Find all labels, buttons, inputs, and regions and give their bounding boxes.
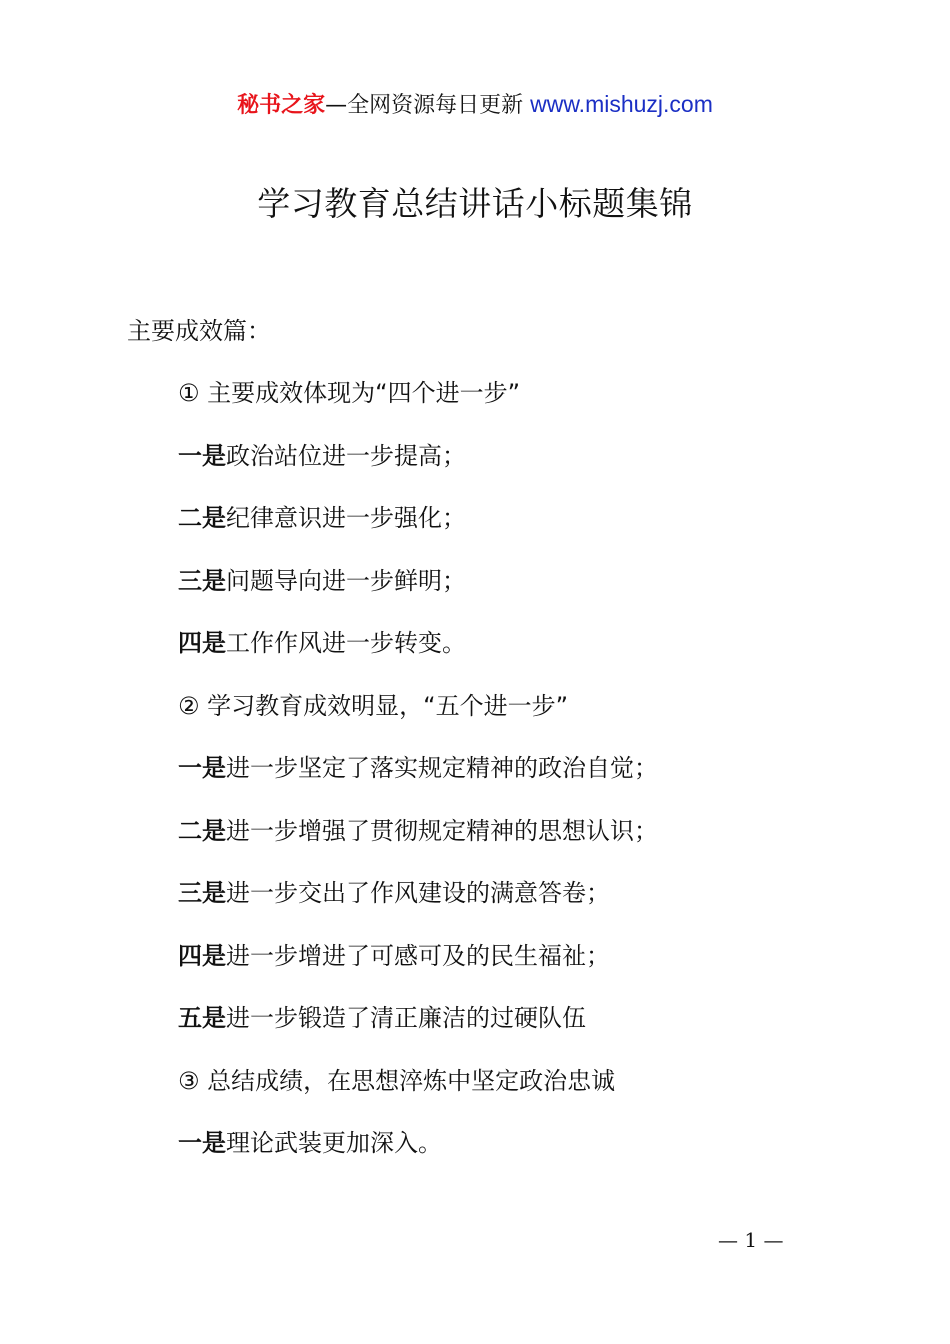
content-line: [178, 376, 878, 439]
line-lead: 三是: [178, 566, 226, 595]
line-lead: 一是: [178, 441, 226, 470]
content-line: [178, 689, 878, 752]
line-lead: 一是: [178, 754, 226, 782]
line-text: 进一步交出了作风建设的满意答卷；: [226, 879, 610, 907]
content-line: [178, 939, 878, 1002]
content-line: [178, 814, 878, 877]
line-text: 政治站位进一步提高；: [226, 441, 466, 470]
line-lead: 五是: [178, 1004, 226, 1032]
content-line: [178, 501, 878, 564]
page-number: — 1 —: [718, 1228, 784, 1252]
content-line: [178, 564, 878, 627]
content-line: [178, 1126, 878, 1189]
content-lines: [178, 376, 878, 1189]
line-text: 进一步增进了可感可及的民生福祉；: [226, 941, 610, 970]
line-text: 进一步增强了贯彻规定精神的思想认识；: [226, 816, 658, 845]
brand-name: 秘书之家: [237, 93, 326, 118]
line-text: 进一步坚定了落实规定精神的政治自觉；: [226, 754, 658, 782]
line-lead: 二是: [178, 504, 226, 532]
line-text: 理论武装更加深入。: [226, 1129, 442, 1157]
line-text: 纪律意识进一步强化；: [226, 504, 466, 532]
content-line: [178, 751, 878, 814]
line-text: ① 主要成效体现为“四个进一步”: [178, 379, 521, 407]
line-lead: 四是: [178, 629, 226, 657]
line-text: 问题导向进一步鲜明；: [226, 566, 466, 595]
line-lead: 三是: [178, 879, 226, 907]
line-text: 工作作风进一步转变。: [226, 629, 466, 657]
line-lead: 四是: [178, 941, 226, 970]
line-lead: 二是: [178, 816, 226, 845]
content-line: [178, 876, 878, 939]
document-title: 学习教育总结讲话小标题集锦: [257, 184, 693, 223]
line-text: ③ 总结成绩，在思想淬炼中坚定政治忠诚: [178, 1066, 616, 1095]
line-text: ② 学习教育成效明显，“五个进一步”: [178, 691, 569, 720]
header-tagline: —全网资源每日更新: [325, 93, 524, 118]
content-line: [178, 1001, 878, 1064]
line-text: 进一步锻造了清正廉洁的过硬队伍: [226, 1004, 586, 1032]
site-header: [0, 88, 950, 122]
section-heading: 主要成效篇：: [127, 317, 271, 345]
content-line: [178, 626, 878, 689]
line-lead: 一是: [178, 1129, 226, 1157]
content-line: [178, 439, 878, 502]
content-line: [178, 1064, 878, 1127]
site-url[interactable]: www.mishuzj.com: [530, 91, 713, 117]
